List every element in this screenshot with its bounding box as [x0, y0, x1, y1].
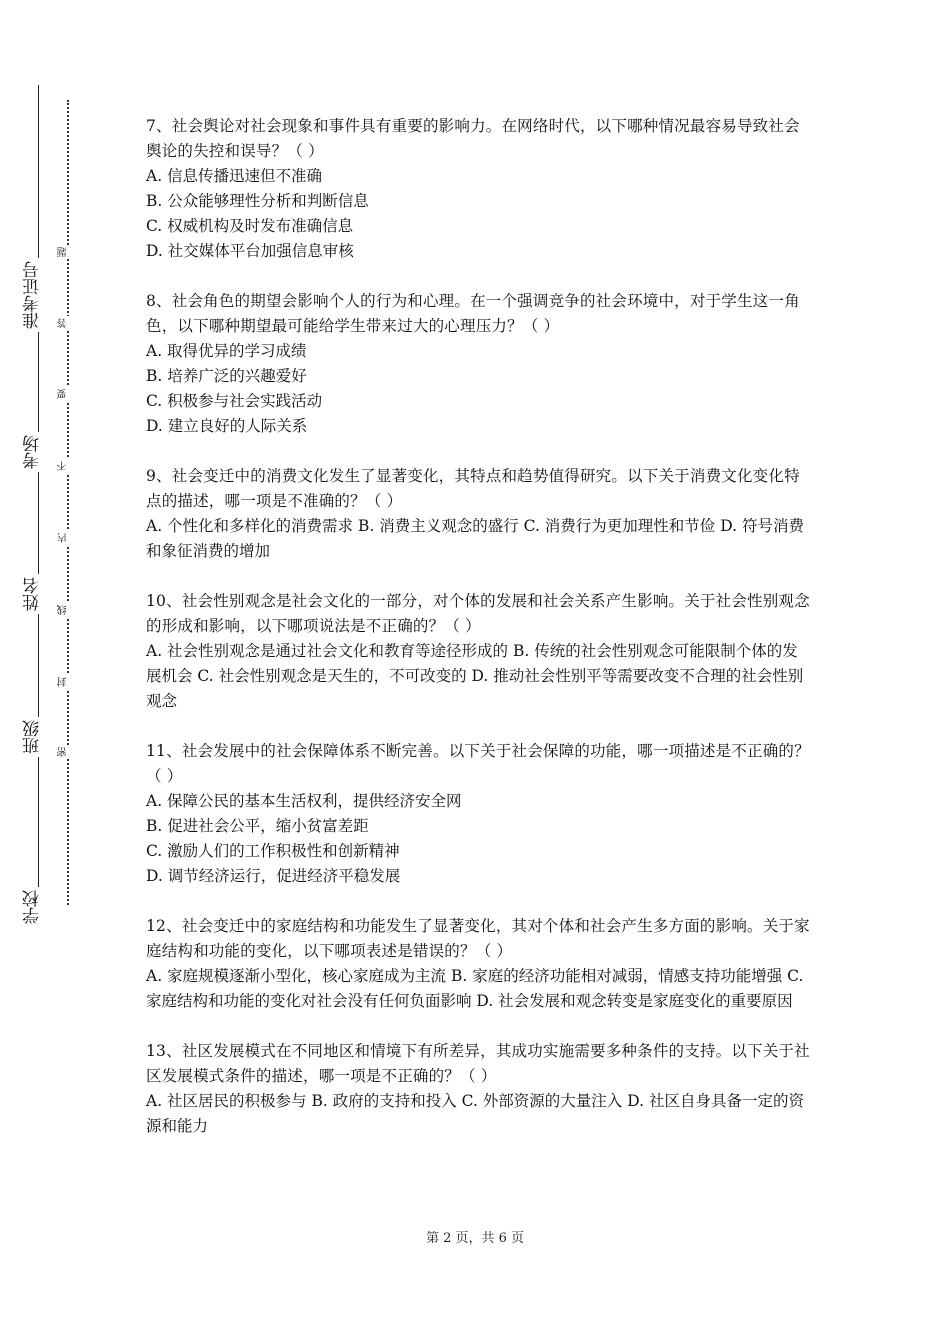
- seal-char-mi: 密: [58, 745, 76, 759]
- question-stem: 8、社会角色的期望会影响个人的行为和心理。在一个强调竞争的社会环境中，对于学生这一角色，以下哪种期望最可能给学生带来过大的心理压力？（ ）: [146, 292, 800, 335]
- question-13: [146, 1039, 811, 1139]
- question-stem: 7、社会舆论对社会现象和事件具有重要的影响力。在网络时代，以下哪种情况最容易导致社会舆论的失控和误导？（ ）: [146, 117, 800, 160]
- seal-char-yao: 要: [58, 387, 76, 401]
- field-exam-number: 准考证号: [24, 258, 54, 332]
- option-b: B. 培养广泛的兴趣爱好: [146, 367, 307, 385]
- question-stem: 12、社会变迁中的家庭结构和功能发生了显著变化，其对个体和社会产生多方面的影响。关于家庭结构和功能的变化，以下哪项表述是错误的？（ ）: [146, 917, 810, 960]
- option-d: D. 社交媒体平台加强信息审核: [146, 242, 354, 260]
- option-a: A. 取得优异的学习成绩: [146, 342, 307, 360]
- question-8: [146, 289, 811, 439]
- option-a: A. 保障公民的基本生活权利，提供经济安全网: [146, 792, 462, 810]
- question-stem: 9、社会变迁中的消费文化发生了显著变化，其特点和趋势值得研究。以下关于消费文化变化特点的描述，哪一项是不准确的？（ ）: [146, 467, 800, 510]
- question-stem: 13、社区发展模式在不同地区和情境下有所差异，其成功实施需要多种条件的支持。以下关于社区发展模式条件的描述，哪一项是不正确的？（ ）: [146, 1042, 810, 1085]
- seal-char-xian: 线: [58, 603, 76, 617]
- seal-char-da: 答: [58, 316, 76, 330]
- option-d: D. 调节经济运行，促进经济平稳发展: [146, 867, 401, 885]
- question-11: [146, 739, 811, 889]
- question-stem: 10、社会性别观念是社会文化的一部分，对个体的发展和社会关系产生影响。关于社会性别观念的形成和影响，以下哪项说法是不正确的？（ ）: [146, 592, 810, 635]
- option-b: B. 公众能够理性分析和判断信息: [146, 192, 369, 210]
- inline-options: A. 社区居民的积极参与 B. 政府的支持和投入 C. 外部资源的大量注入 D. 社区自身具备一定的资源和能力: [146, 1092, 804, 1135]
- field-class: 班级: [24, 717, 54, 757]
- inline-options: A. 个性化和多样化的消费需求 B. 消费主义观念的盛行 C. 消费行为更加理性和节俭 D. 符号消费和象征消费的增加: [146, 517, 804, 560]
- field-school: 学校: [24, 887, 54, 927]
- seal-char-bu: 不: [58, 459, 76, 473]
- field-name: 姓名: [24, 574, 54, 614]
- question-stem: 11、社会发展中的社会保障体系不断完善。以下关于社会保障的功能，哪一项描述是不正确的？（ ）: [146, 742, 810, 785]
- option-c: C. 激励人们的工作积极性和创新精神: [146, 842, 400, 860]
- option-c: C. 权威机构及时发布准确信息: [146, 217, 354, 235]
- option-a: A. 信息传播迅速但不准确: [146, 167, 323, 185]
- question-10: [146, 589, 811, 714]
- option-b: B. 促进社会公平，缩小贫富差距: [146, 817, 369, 835]
- inline-options: A. 社会性别观念是通过社会文化和教育等途径形成的 B. 传统的社会性别观念可能限制个体的发展机会 C. 社会性别观念是天生的，不可改变的 D. 推动社会性别平等需要改变不合理的社会性别观念: [146, 642, 804, 710]
- question-12: [146, 914, 811, 1014]
- seal-char-feng: 封: [58, 675, 76, 689]
- binding-solid-line: [38, 85, 39, 927]
- page-number: 第 2 页，共 6 页: [425, 1231, 525, 1246]
- question-7: [146, 114, 811, 264]
- inline-options: A. 家庭规模逐渐小型化，核心家庭成为主流 B. 家庭的经济功能相对减弱，情感支持功能增强 C. 家庭结构和功能的变化对社会没有任何负面影响 D. 社会发展和观念转变是家庭变化的重要原因: [146, 967, 804, 1010]
- option-c: C. 积极参与社会实践活动: [146, 392, 323, 410]
- field-exam-room: 考场: [24, 432, 54, 472]
- option-d: D. 建立良好的人际关系: [146, 417, 308, 435]
- seal-dotted-line: [67, 100, 69, 905]
- seal-char-ti: 题: [58, 245, 76, 259]
- seal-char-nei: 内: [58, 531, 76, 545]
- question-9: [146, 464, 811, 564]
- question-list: [146, 114, 811, 1164]
